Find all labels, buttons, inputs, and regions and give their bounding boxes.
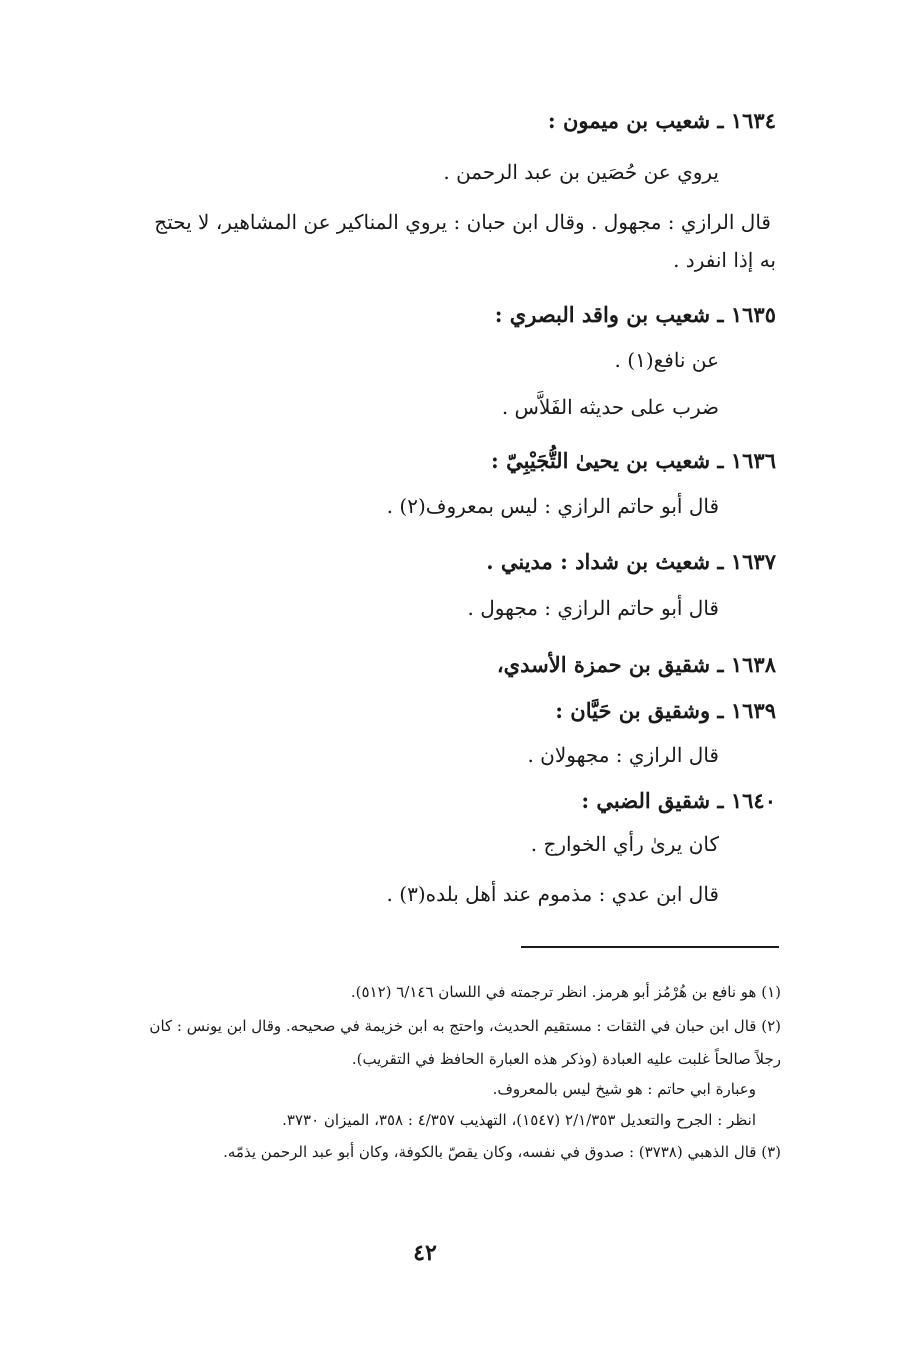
entry-text-line: قال أبو حاتم الرازي : مجهول .	[467, 596, 719, 620]
entry-text-line: كان يرىٰ رأي الخوارج .	[530, 832, 719, 856]
entry-text-line: يروي عن حُصَين بن عبد الرحمن .	[443, 160, 719, 184]
footnote-2-continued: انظر : الجرح والتعديل ٢/١/٣٥٣ (١٥٤٧)، التهذيب ٤/٣٥٧ : ٣٥٨، الميزان ٣٧٣٠.	[282, 1111, 756, 1129]
footnote-3: (٣) قال الذهبي (٣٧٣٨) : صدوق في نفسه، وكان يقصّ بالكوفة، وكان أبو عبد الرحمن يذمّه.	[223, 1143, 781, 1161]
entry-heading-1639: ١٦٣٩ ـ وشقيق بن حَيَّان :	[555, 698, 776, 723]
entry-text-line: قال الرازي : مجهول . وقال ابن حبان : يروي المناكير عن المشاهير، لا يحتج	[154, 210, 771, 234]
entry-heading-1637: ١٦٣٧ ـ شعيث بن شداد : مديني .	[486, 549, 776, 574]
footnote-separator	[521, 946, 779, 948]
page-number: ٤٢	[413, 1240, 437, 1266]
entry-heading-1640: ١٦٤٠ ـ شقيق الضبي :	[581, 788, 776, 813]
entry-heading-1635: ١٦٣٥ ـ شعيب بن واقد البصري :	[494, 302, 776, 327]
footnote-2-continued: رجلاً صالحاً غلبت عليه العبادة (وذكر هذه العبارة الحافظ في التقريب).	[351, 1050, 781, 1068]
entry-heading-1634: ١٦٣٤ ـ شعيب بن ميمون :	[547, 108, 776, 133]
entry-heading-1638: ١٦٣٨ ـ شقيق بن حمزة الأسدي،	[496, 652, 776, 677]
footnote-2: (٢) قال ابن حبان في الثقات : مستقيم الحديث، واحتج به ابن خزيمة في صحيحه. وقال ابن يونس : كان	[149, 1017, 781, 1035]
entry-text-line: قال ابن عدي : مذموم عند أهل بلده(٣) .	[386, 882, 719, 906]
entry-text-line: قال أبو حاتم الرازي : ليس بمعروف(٢) .	[386, 494, 719, 518]
entry-text-line: عن نافع(١) .	[614, 348, 719, 372]
footnote-1: (١) هو نافع بن هُرْمُز أبو هرمز. انظر ترجمته في اللسان ٦/١٤٦ (٥١٢).	[350, 983, 781, 1001]
entry-heading-1636: ١٦٣٦ ـ شعيب بن يحيىٰ التُّجَيْبِيّ :	[491, 448, 776, 473]
entry-text-line: ضرب على حديثه الفَلاَّس .	[501, 395, 719, 419]
footnote-2-continued: وعبارة ابي حاتم : هو شيخ ليس بالمعروف.	[492, 1080, 756, 1098]
entry-text-line: به إذا انفرد .	[673, 248, 776, 272]
entry-text-line: قال الرازي : مجهولان .	[527, 743, 719, 767]
